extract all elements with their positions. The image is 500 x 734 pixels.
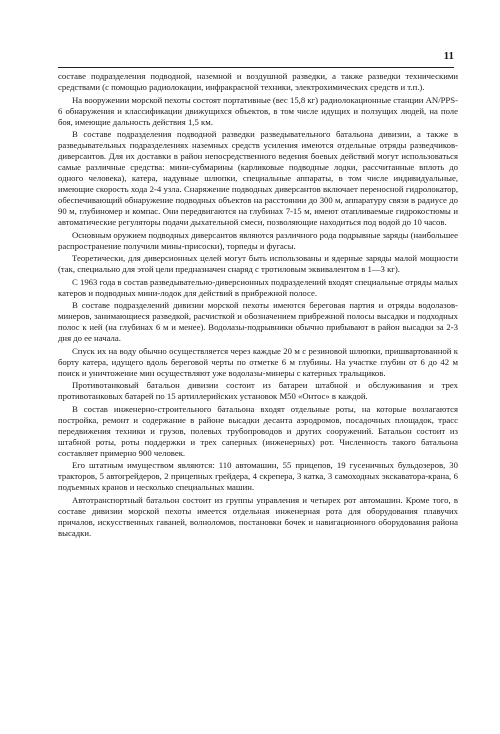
paragraph: Теоретически, для диверсионных целей могут быть использованы и ядерные заряды малой мощности (так, специально для этой цели предназначен снаряд с тротиловым эквивалентом в 1—3 кг). — [58, 253, 458, 274]
paragraph: Основным оружием подводных диверсантов являются различного рода подрывные заряды (наибольшее распространение получили мины-присоски), торпеды и фугасы. — [58, 229, 458, 251]
paragraph: В составе подразделения подводной разведки разведывательного батальона дивизии, а также в разведывательных подразделениях наземных средств усиления имеются отдельные отряды разведчиков-диверсантов. Для их доставки в район непосредственного ведения боевых действий могут использоваться самые различные средства: мини-субмарины (карликовые подводные лодки, рассчитанные вплоть до одного человека), катера, надувные шлюпки, специальные аппараты, в том числе индивидуальные, имеющие скорость хода 2-4 узла. Снаряжение подводных диверсантов включает переносной гидролокатор, обеспечивающий обнаружение подводных объектов на расстоянии до 300 м, аппаратуру связи в радиусе до 90 м, глубиномер и компас. Они передвигаются на глубинах 7-15 м, имеют отапливаемые гидрокостюмы и автоматические регуляторы подачи дыхательной смеси, позволяющие находиться под водой до 10 часов. — [58, 129, 458, 227]
paragraph: Спуск их на воду обычно осуществляется через каждые 20 м с резиновой шлюпки, пришвартованной к борту катера, идущего вдоль береговой черты по отметке 6 м глубины. На участке глубин от 6 до 42 м поиск и уничтожение мин осуществляют уже водолазы-минеры с катерных тральщиков. — [58, 345, 458, 378]
paragraph: На вооружении морской пехоты состоят портативные (вес 15,8 кг) радиолокационные станции AN/PPS-6 обнаружения и классификации движущихся объектов, в том числе идущих и ползущих людей, на поле боя, имеющие дальность действия 1,5 км. — [58, 94, 458, 127]
header-rule — [58, 67, 454, 68]
page-number: 11 — [443, 50, 454, 62]
paragraph: Противотанковый батальон дивизии состоит из батареи штабной и обслуживания и трех противотанковых батарей по 15 артиллерийских установок М50 «Онтос» в каждой. — [58, 380, 458, 401]
paragraph: В составе подразделений дивизии морской пехоты имеются береговая партия и отряды водолазов-минеров, занимающиеся разведкой, расчисткой и обозначением прибрежной полосы высадки и подходных полос к ней (на глубинах 6 м и менее). Водолазы-подрывники обычно прибывают в район высадки за 2-3 дня до ее начала. — [58, 300, 458, 343]
body-text — [58, 71, 458, 540]
paragraph: В состав инженерно-строительного батальона входят отдельные роты, на которые возлагаются постройка, ремонт и содержание в районе высадки десанта аэродромов, посадочных площадок, трасс передвижения техники и грузов, полевых трубопроводов и других сооружений. Батальон состоит из штабной роты, роты поддержки и трех саперных (инженерных) рот. Численность такого батальона составляет примерно 900 человек. — [58, 403, 458, 458]
paragraph: Автотранспортный батальон состоит из группы управления и четырех рот автомашин. Кроме того, в составе дивизии морской пехоты имеется отдельная инженерная рота для оборудования плавучих причалов, искусственных гаваней, волноломов, постановки бочек и навигационного оборудования района высадки. — [58, 494, 458, 538]
paragraph: Его штатным имуществом являются: 110 автомашин, 55 прицепов, 19 гусеничных бульдозеров, 30 тракторов, 5 автогрейдеров, 2 прицепных грейдера, 4 скрепера, 3 катка, 3 самоходных экскаватора-крана, 6 подъемных кранов и несколько специальных машин. — [58, 460, 458, 492]
paragraph: С 1963 года в состав разведывательно-диверсионных подразделений входят специальные отряды малых катеров и подводных мини-лодок для действий в прибрежной полосе. — [58, 276, 458, 298]
paragraph: составе подразделения подводной, наземной и воздушной разведки, а также разведки техническими средствами (с помощью радиолокации, инфракрасной техники, электрохимических средств и т.п.). — [58, 71, 458, 92]
